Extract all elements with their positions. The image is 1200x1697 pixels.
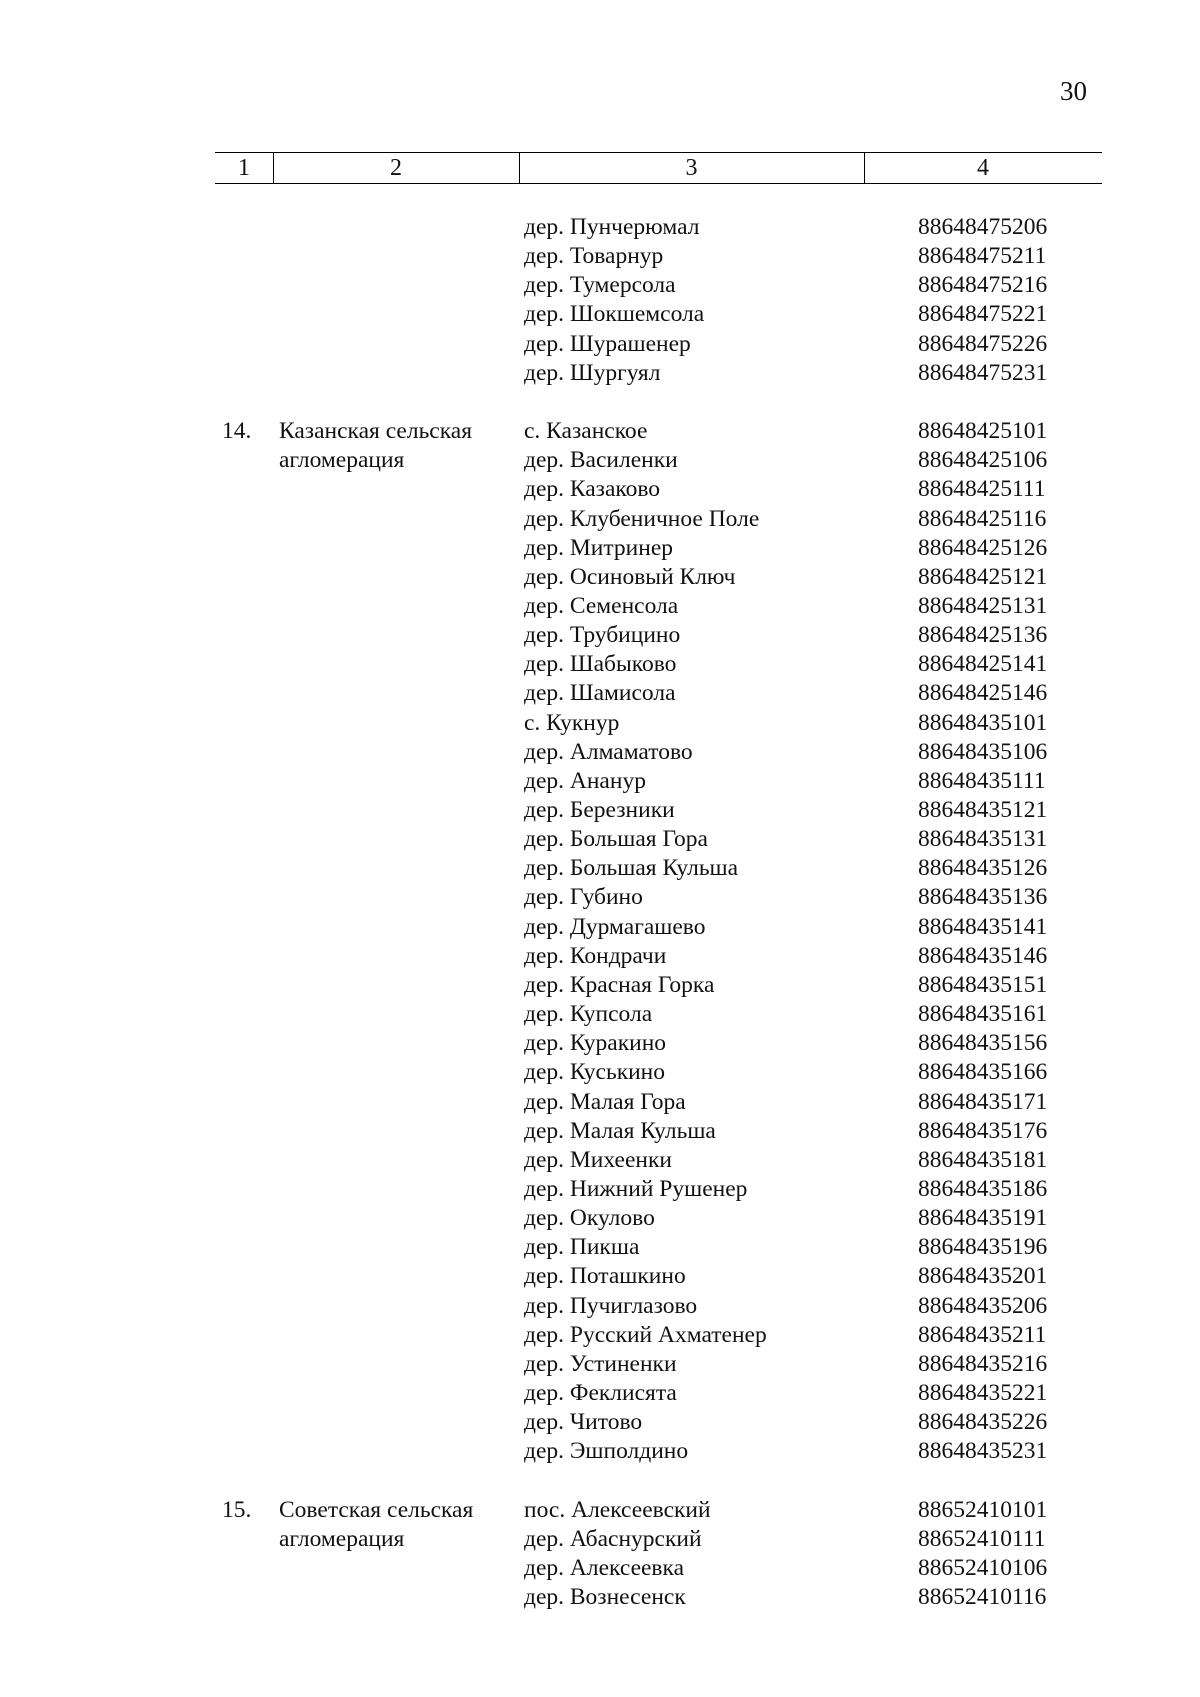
- settlement-name: дер. Шургуял: [524, 359, 661, 386]
- table-row: [0, 213, 1200, 242]
- settlement-name: дер. Михеенки: [524, 1146, 672, 1173]
- table-row: [0, 1554, 1200, 1583]
- table-row: [0, 1350, 1200, 1379]
- table-row: [0, 942, 1200, 971]
- table-row: [0, 1292, 1200, 1321]
- table-row: [0, 1408, 1200, 1437]
- table-row: [0, 592, 1200, 621]
- settlement-name: дер. Вознесенск: [524, 1584, 686, 1610]
- oktmo-code: 88648435156: [918, 1030, 1048, 1057]
- oktmo-code: 88648435196: [918, 1234, 1048, 1261]
- oktmo-code: 88652410106: [918, 1554, 1048, 1581]
- table-row: [0, 913, 1200, 942]
- oktmo-code: 88648435111: [918, 767, 1046, 794]
- settlement-name: пос. Алексеевский: [524, 1496, 711, 1523]
- header-top-rule: [215, 152, 1102, 153]
- settlement-name: дер. Губино: [524, 884, 643, 911]
- settlement-name: дер. Трубицино: [524, 622, 681, 649]
- settlement-name: с. Кукнур: [524, 709, 620, 736]
- table-row: [0, 709, 1200, 738]
- settlement-name: дер. Малая Гора: [524, 1088, 686, 1115]
- settlement-name: дер. Осиновый Ключ: [524, 563, 736, 590]
- table-row: [0, 1204, 1200, 1233]
- oktmo-code: 88648425131: [918, 593, 1048, 619]
- header-bottom-rule: [215, 183, 1102, 184]
- table-row: [0, 271, 1200, 300]
- table-row: [0, 971, 1200, 1000]
- settlement-name: дер. Казаково: [524, 476, 661, 503]
- table-row: [0, 825, 1200, 854]
- oktmo-code: 88648425116: [918, 505, 1047, 532]
- oktmo-code: 88648435146: [918, 942, 1048, 969]
- settlement-name: дер. Большая Кульша: [524, 855, 739, 882]
- settlement-name: дер. Большая Гора: [524, 826, 708, 853]
- settlement-name: дер. Клубеничное Поле: [524, 505, 760, 532]
- table-row: [0, 738, 1200, 767]
- table-row: [0, 650, 1200, 679]
- agglomeration-name: Советская сельская: [279, 1496, 474, 1523]
- oktmo-code: 88652410111: [918, 1525, 1046, 1552]
- table-row: [0, 330, 1200, 359]
- settlement-name: дер. Ананур: [524, 767, 646, 794]
- settlement-name: дер. Куськино: [524, 1059, 666, 1086]
- table-row: [0, 679, 1200, 708]
- table-row: [0, 563, 1200, 592]
- table-row: [0, 1467, 1200, 1496]
- settlement-name: дер. Русский Ахматенер: [524, 1321, 767, 1348]
- oktmo-code: 88648425141: [918, 651, 1048, 678]
- table-row: [0, 621, 1200, 650]
- table-row: [0, 505, 1200, 534]
- settlement-name: дер. Василенки: [524, 447, 678, 474]
- oktmo-code: 88648435216: [918, 1350, 1048, 1377]
- agglomeration-name: агломерация: [279, 447, 405, 474]
- column-header-4: 4: [977, 155, 989, 181]
- table-row: [0, 1146, 1200, 1175]
- settlement-name: дер. Березники: [524, 797, 675, 823]
- table-row: [0, 1175, 1200, 1204]
- table-row: [0, 300, 1200, 329]
- oktmo-code: 88648475206: [918, 214, 1048, 240]
- oktmo-code: 88648435206: [918, 1292, 1048, 1319]
- settlement-name: дер. Малая Кульша: [524, 1117, 716, 1144]
- table-row: [0, 796, 1200, 825]
- oktmo-code: 88648425136: [918, 622, 1048, 649]
- table-row: [0, 1029, 1200, 1058]
- oktmo-code: 88648435221: [918, 1380, 1048, 1406]
- oktmo-code: 88648435171: [918, 1088, 1048, 1115]
- settlement-name: дер. Нижний Рушенер: [524, 1175, 748, 1202]
- settlement-name: дер. Пикша: [524, 1234, 640, 1261]
- table-row: [0, 388, 1200, 417]
- settlement-name: дер. Семенсола: [524, 593, 679, 619]
- settlement-name: дер. Пунчерюмал: [524, 214, 700, 240]
- column-header-1: 1: [238, 155, 250, 181]
- column-header-3: 3: [685, 155, 698, 181]
- settlement-name: дер. Куракино: [524, 1030, 667, 1057]
- oktmo-code: 88648425121: [918, 563, 1048, 590]
- oktmo-code: 88648435166: [918, 1059, 1048, 1086]
- oktmo-code: 88648435181: [918, 1146, 1048, 1173]
- table-row: [0, 1088, 1200, 1117]
- oktmo-code: 88648425126: [918, 534, 1048, 561]
- oktmo-code: 88648435176: [918, 1117, 1048, 1144]
- oktmo-code: 88648475231: [918, 359, 1048, 386]
- settlement-name: дер. Феклисята: [524, 1380, 677, 1406]
- oktmo-code: 88648435211: [918, 1321, 1047, 1348]
- settlement-name: дер. Дурмагашево: [524, 913, 706, 940]
- oktmo-code: 88648435106: [918, 738, 1048, 765]
- oktmo-code: 88648435126: [918, 855, 1048, 882]
- oktmo-code: 88648435201: [918, 1263, 1048, 1290]
- table-row: [0, 1233, 1200, 1262]
- table-row: [0, 883, 1200, 912]
- table-row: [0, 359, 1200, 388]
- table-row: [0, 1058, 1200, 1087]
- settlement-name: дер. Окулово: [524, 1205, 655, 1232]
- settlement-name: дер. Шабыково: [524, 651, 677, 678]
- settlement-name: дер. Шокшемсола: [524, 301, 705, 328]
- oktmo-code: 88648475226: [918, 330, 1048, 357]
- row-number: 15.: [222, 1496, 252, 1523]
- oktmo-code: 88648475211: [918, 243, 1047, 270]
- oktmo-code: 88648435186: [918, 1175, 1048, 1202]
- table-row: [0, 1437, 1200, 1466]
- table-row: [0, 1262, 1200, 1291]
- oktmo-code: 88648435191: [918, 1205, 1048, 1232]
- table-row: [0, 1525, 1200, 1554]
- column-header-2: 2: [390, 155, 402, 181]
- settlement-name: дер. Тумерсола: [524, 272, 676, 299]
- settlement-name: дер. Шамисола: [524, 680, 676, 707]
- settlement-name: дер. Устиненки: [524, 1350, 677, 1377]
- settlement-name: дер. Митринер: [524, 534, 673, 561]
- settlement-name: дер. Абаснурский: [524, 1525, 702, 1552]
- settlement-name: дер. Алексеевка: [524, 1554, 685, 1581]
- oktmo-code: 88648425106: [918, 447, 1048, 474]
- oktmo-code: 88648435141: [918, 913, 1048, 940]
- page-number: 30: [1060, 76, 1087, 106]
- table-row: [0, 417, 1200, 446]
- oktmo-code: 88648435131: [918, 826, 1048, 853]
- settlement-name: дер. Алмаматово: [524, 738, 693, 765]
- table-row: [0, 1117, 1200, 1146]
- table-row: [0, 475, 1200, 504]
- oktmo-code: 88652410101: [918, 1496, 1048, 1523]
- agglomeration-name: Казанская сельская: [279, 418, 473, 444]
- oktmo-code: 88648435231: [918, 1438, 1048, 1465]
- oktmo-code: 88648435101: [918, 709, 1048, 736]
- table-row: [0, 854, 1200, 883]
- settlement-name: дер. Эшполдино: [524, 1438, 689, 1465]
- oktmo-code: 88648425101: [918, 418, 1048, 444]
- agglomeration-name: агломерация: [279, 1525, 405, 1552]
- oktmo-code: 88648435161: [918, 1001, 1048, 1027]
- table-row: [0, 767, 1200, 796]
- settlement-name: дер. Красная Горка: [524, 971, 715, 998]
- settlement-name: дер. Читово: [524, 1409, 643, 1436]
- table-row: [0, 1496, 1200, 1525]
- oktmo-code: 88648435226: [918, 1409, 1048, 1436]
- settlement-name: дер. Купсола: [524, 1001, 653, 1027]
- table-row: [0, 1321, 1200, 1350]
- table-row: [0, 446, 1200, 475]
- settlement-name: дер. Кондрачи: [524, 942, 667, 969]
- oktmo-code: 88652410116: [918, 1584, 1047, 1610]
- table-row: [0, 242, 1200, 271]
- settlement-name: дер. Шурашенер: [524, 330, 691, 357]
- oktmo-code: 88648475216: [918, 272, 1048, 299]
- table-row: [0, 1583, 1200, 1612]
- oktmo-code: 88648425146: [918, 680, 1048, 707]
- settlement-name: дер. Пучиглазово: [524, 1292, 698, 1319]
- oktmo-code: 88648435151: [918, 971, 1048, 998]
- settlement-name: дер. Поташкино: [524, 1263, 686, 1290]
- oktmo-code: 88648475221: [918, 301, 1048, 328]
- table-row: [0, 534, 1200, 563]
- table-row: [0, 1379, 1200, 1408]
- row-number: 14.: [222, 418, 252, 444]
- settlement-name: с. Казанское: [524, 418, 648, 444]
- oktmo-code: 88648435121: [918, 797, 1048, 823]
- oktmo-code: 88648425111: [918, 476, 1046, 503]
- table-row: [0, 1000, 1200, 1029]
- settlement-name: дер. Товарнур: [524, 243, 664, 270]
- oktmo-code: 88648435136: [918, 884, 1048, 911]
